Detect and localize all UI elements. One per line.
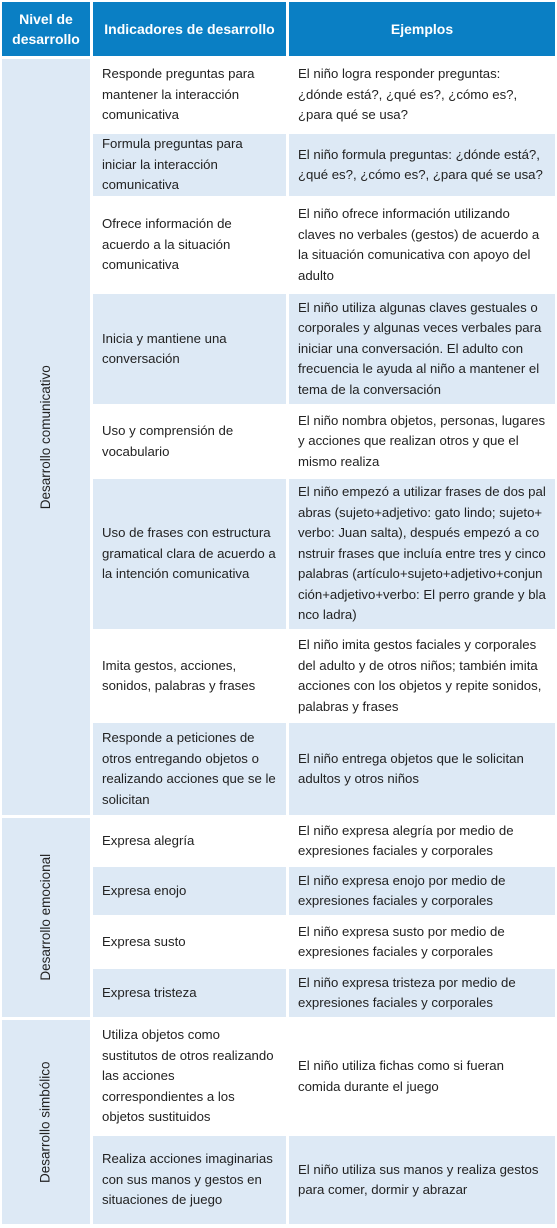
- example-cell: El niño expresa alegría por medio de expresiones faciales y corporales: [298, 822, 514, 858]
- indicator-cell: Responde preguntas para mantener la interacción comunicativa: [102, 66, 255, 123]
- indicator-cell: Expresa susto: [102, 933, 186, 949]
- level-cell-symbolic: Desarrollo simbólico: [2, 1020, 90, 1224]
- indicator-cell: Realiza acciones imaginarias con sus manos y gestos en situaciones de juego: [93, 1136, 286, 1224]
- indicator-cell: Responde a peticiones de otros entregando objetos o realizando acciones que se le solicitan: [93, 723, 286, 815]
- indicator-cell: Inicia y mantiene una conversación: [93, 294, 286, 404]
- example-cell: El niño utiliza sus manos y realiza gestos para comer, dormir y abrazar: [289, 1136, 555, 1224]
- example-cell: El niño formula preguntas: ¿dónde está?, ¿qué es?, ¿cómo es?, ¿para qué se usa?: [289, 134, 555, 196]
- header-level: Nivel de desarrollo: [2, 2, 90, 56]
- example-cell: El niño ofrece información utilizando claves no verbales (gestos) de acuerdo a la situación comunicativa con apoyo del adulto: [298, 206, 540, 283]
- example-cell: El niño expresa enojo por medio de expresiones faciales y corporales: [289, 867, 555, 915]
- header-examples: Ejemplos: [289, 2, 555, 56]
- header-indicators: Indicadores de desarrollo: [93, 2, 286, 56]
- example-cell: El niño utiliza algunas claves gestuales o corporales y algunas veces verbales para iniciar una conversación. El adulto con frecuencia le ayuda al niño a mantener el tema de la conversación: [289, 294, 555, 404]
- indicator-cell: Formula preguntas para iniciar la interacción comunicativa: [93, 134, 286, 196]
- indicator-cell: Expresa alegría: [102, 832, 195, 848]
- example-cell: El niño utiliza fichas como si fueran comida durante el juego: [298, 1058, 504, 1094]
- indicator-cell: Utiliza objetos como sustitutos de otros realizando las acciones correspondientes a los objetos sustituidos: [102, 1027, 274, 1125]
- indicator-cell: Uso de frases con estructura gramatical clara de acuerdo a la intención comunicativa: [93, 479, 286, 629]
- indicator-cell: Imita gestos, acciones, sonidos, palabras y frases: [102, 657, 256, 693]
- indicator-cell: Expresa tristeza: [93, 969, 286, 1017]
- example-cell: El niño imita gestos faciales y corporales del adulto y de otros niños; también imita acciones con los objetos y repite sonidos, palabras y frases: [298, 637, 542, 714]
- indicator-cell: Uso y comprensión de vocabulario: [102, 423, 234, 459]
- indicator-cell: Expresa enojo: [93, 867, 286, 915]
- level-cell-communicative: Desarrollo comunicativo: [2, 59, 90, 815]
- example-cell: El niño expresa tristeza por medio de expresiones faciales y corporales: [289, 969, 555, 1017]
- example-cell: El niño empezó a utilizar frases de dos palabras (sujeto+adjetivo: gato lindo; sujeto+verbo: Juan salta), después empezó a construir frases que incluía entre tres y cinco palabras (artículo+sujeto+adjetivo+conjunción+adjetivo+verbo: El perro grande y blanco ladra): [289, 479, 555, 629]
- example-cell: El niño expresa susto por medio de expresiones faciales y corporales: [298, 923, 505, 959]
- indicator-cell: Ofrece información de acuerdo a la situación comunicativa: [102, 216, 232, 273]
- level-cell-emotional: Desarrollo emocional: [2, 818, 90, 1017]
- example-cell: El niño entrega objetos que le solicitan adultos y otros niños: [289, 723, 555, 815]
- example-cell: El niño logra responder preguntas: ¿dónde está?, ¿qué es?, ¿cómo es?, ¿para qué se usa?: [298, 66, 518, 123]
- example-cell: El niño nombra objetos, personas, lugares y acciones que realizan otros y que el mismo realiza: [298, 412, 546, 469]
